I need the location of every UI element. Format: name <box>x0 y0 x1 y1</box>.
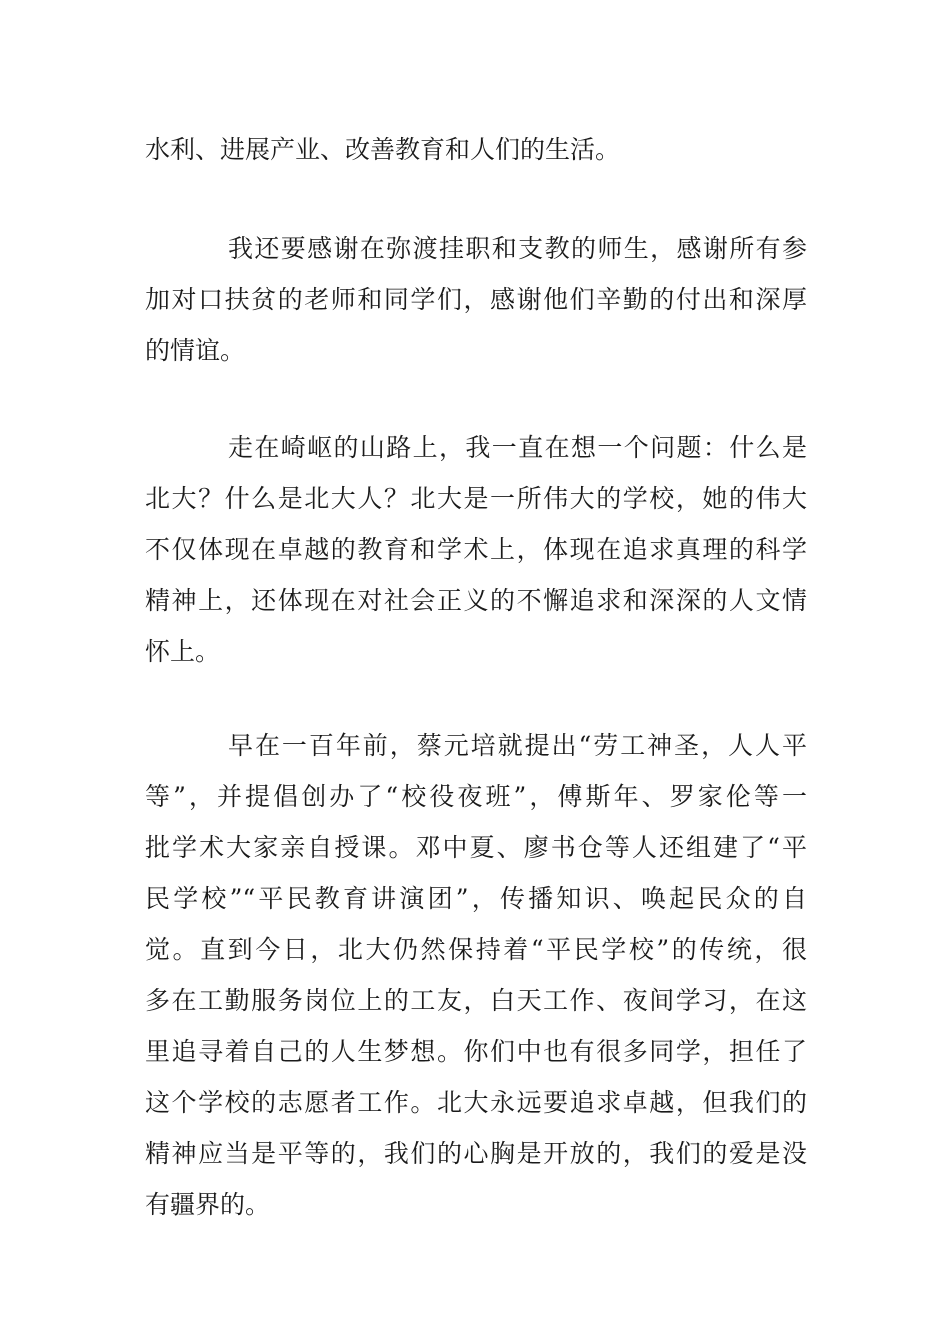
paragraph-continuation <box>145 124 807 175</box>
text-line: 早在一百年前，蔡元培就提出“劳工神圣，人人平 <box>228 731 807 760</box>
text-line: 这个学校的志愿者工作。北大永远要追求卓越，但我们的 <box>145 1088 807 1117</box>
text-line: 水利、进展产业、改善教育和人们的生活。 <box>145 135 621 164</box>
text-line: 有疆界的。 <box>145 1190 271 1219</box>
text-line: 怀上。 <box>145 637 221 666</box>
text-line: 民学校”“平民教育讲演团”，传播知识、唤起民众的自 <box>145 884 807 913</box>
paragraph-history <box>145 720 807 1230</box>
text-line: 走在崎岖的山路上，我一直在想一个问题：什么是 <box>228 433 807 462</box>
text-line: 北大？什么是北大人？北大是一所伟大的学校，她的伟大 <box>145 484 807 513</box>
text-line: 等”，并提倡创办了“校役夜班”，傅斯年、罗家伦等一 <box>145 782 807 811</box>
text-line: 觉。直到今日，北大仍然保持着“平民学校”的传统，很 <box>145 935 807 964</box>
text-line: 的情谊。 <box>145 336 246 365</box>
paragraph-what-is-pku <box>145 422 807 677</box>
text-line: 精神上，还体现在对社会正义的不懈追求和深深的人文情 <box>145 586 807 615</box>
text-line: 精神应当是平等的，我们的心胸是开放的，我们的爱是没 <box>145 1139 807 1168</box>
text-line: 批学术大家亲自授课。邓中夏、廖书仓等人还组建了“平 <box>145 833 807 862</box>
text-line: 不仅体现在卓越的教育和学术上，体现在追求真理的科学 <box>145 535 807 564</box>
text-line: 加对口扶贫的老师和同学们，感谢他们辛勤的付出和深厚 <box>145 285 807 314</box>
paragraph-thanks <box>145 223 807 376</box>
text-line: 里追寻着自己的人生梦想。你们中也有很多同学，担任了 <box>145 1037 807 1066</box>
text-line: 我还要感谢在弥渡挂职和支教的师生，感谢所有参 <box>228 234 807 263</box>
text-line: 多在工勤服务岗位上的工友，白天工作、夜间学习，在这 <box>145 986 807 1015</box>
